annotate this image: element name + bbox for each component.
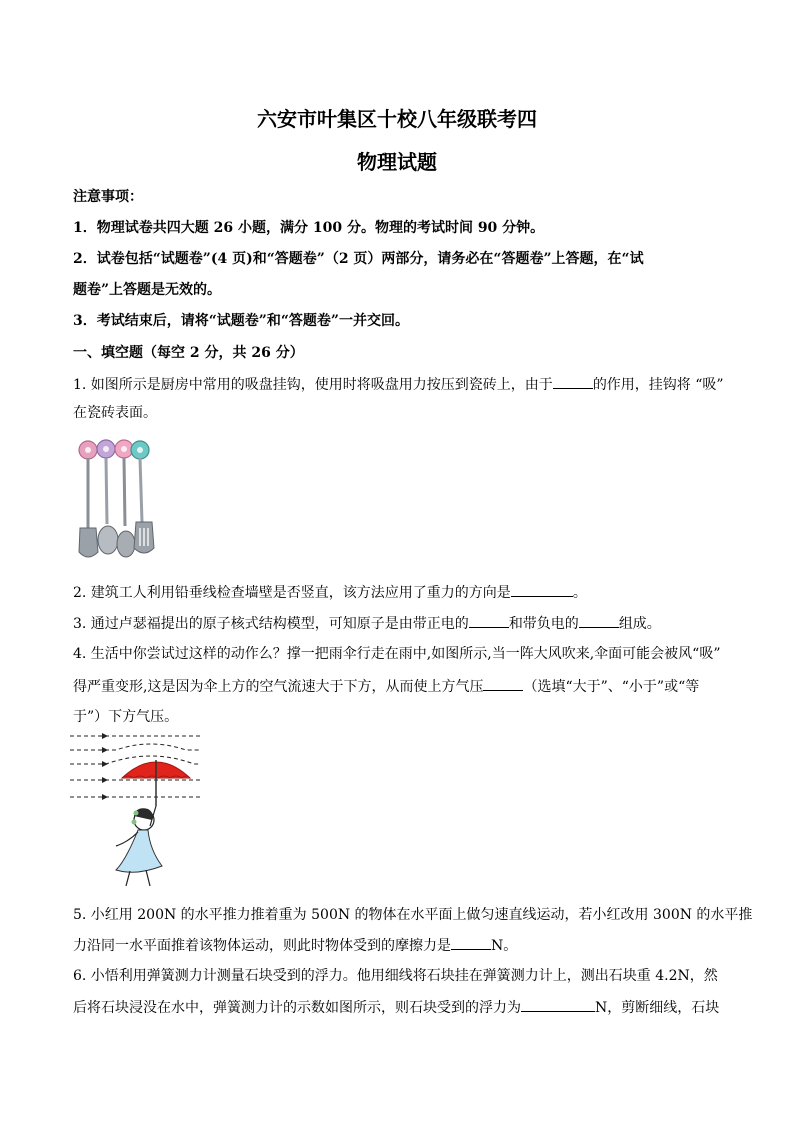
section-heading: 一、填空题（每空 2 分，共 26 分）	[73, 345, 304, 361]
umbrella-wind-figure	[66, 730, 206, 892]
question-text: N。	[491, 938, 518, 954]
turner-icon	[79, 528, 98, 557]
question-text: 和带负电的	[508, 616, 579, 632]
notice-item-2-line-1: 2．试卷包括“试题卷”(4 页)和“答题卷”（2 页）两部分，请务必在“答题卷”上答题，在“试	[73, 251, 644, 267]
notice-heading: 注意事项：	[73, 189, 143, 205]
question-text: 后将石块浸没在水中，弹簧测力计的示数如图所示，则石块受到的浮力为	[73, 1000, 521, 1016]
question-2	[73, 582, 733, 603]
answer-blank[interactable]	[521, 997, 595, 1012]
answer-blank[interactable]	[511, 582, 573, 597]
question-4-line-3: 于”）下方气压。	[73, 709, 179, 725]
question-text: 2. 建筑工人利用铅垂线检查墙壁是否竖直，该方法应用了重力的方向是	[73, 585, 511, 601]
wind-lines	[70, 736, 200, 797]
question-text: 得严重变形,这是因为伞上方的空气流速大于下方，从而使上方气压	[73, 679, 484, 695]
question-1-line-1	[73, 374, 733, 395]
question-text: 3. 通过卢瑟福提出的原子核式结构模型，可知原子是由带正电的	[73, 616, 469, 632]
suction-hook-figure	[76, 436, 160, 564]
page-subtitle: 物理试题	[357, 150, 437, 174]
answer-blank[interactable]	[579, 613, 619, 628]
question-text: 的作用，挂钩将 “吸”	[592, 377, 724, 393]
question-3	[73, 613, 733, 634]
question-1-line-2: 在瓷砖表面。	[73, 405, 157, 421]
notice-item-3: 3．考试结束后，请将“试题卷”和“答题卷”一并交回。	[73, 313, 409, 329]
question-5-line-1: 5. 小红用 200N 的水平推力推着重为 500N 的物体在水平面上做匀速直线运动，若小红改用 300N 的水平推	[73, 907, 753, 923]
question-text: 1. 如图所示是厨房中常用的吸盘挂钩，使用时将吸盘用力按压到瓷砖上，由于	[73, 377, 553, 393]
question-text: 组成。	[618, 616, 661, 632]
question-text: 力沿同一水平面推着该物体运动，则此时物体受到的摩擦力是	[73, 938, 451, 954]
question-6-line-1: 6. 小悟利用弹簧测力计测量石块受到的浮力。他用细线将石块挂在弹簧测力计上，测出石块重 4.2N，然	[73, 968, 718, 984]
page-title: 六安市叶集区十校八年级联考四	[257, 107, 537, 131]
question-text: N，剪断细线，石块	[595, 1000, 720, 1016]
question-4-line-1: 4. 生活中你尝试过这样的动作么？撑一把雨伞行走在雨中,如图所示,当一阵大风吹来,伞面可能会被风“吸”	[73, 646, 721, 662]
answer-blank[interactable]	[451, 935, 491, 950]
ladle-icon	[98, 526, 118, 554]
girl-dress-icon	[116, 830, 162, 872]
question-5-line-2	[73, 935, 733, 956]
wind-arrow-icons	[102, 733, 108, 800]
notice-item-1: 1．物理试卷共四大题 26 小题，满分 100 分。物理的考试时间 90 分钟。	[73, 220, 545, 236]
question-text: 。	[572, 585, 587, 601]
spoon-icon	[117, 531, 135, 557]
question-6-line-2	[73, 997, 733, 1018]
answer-blank[interactable]	[469, 613, 509, 628]
notice-item-2-line-2: 题卷”上答题是无效的。	[73, 282, 222, 298]
answer-blank[interactable]	[553, 374, 593, 389]
question-text: （选填“大于”、“小于”或“等	[523, 679, 700, 695]
answer-blank[interactable]	[483, 676, 523, 691]
question-4-line-2	[73, 676, 733, 697]
